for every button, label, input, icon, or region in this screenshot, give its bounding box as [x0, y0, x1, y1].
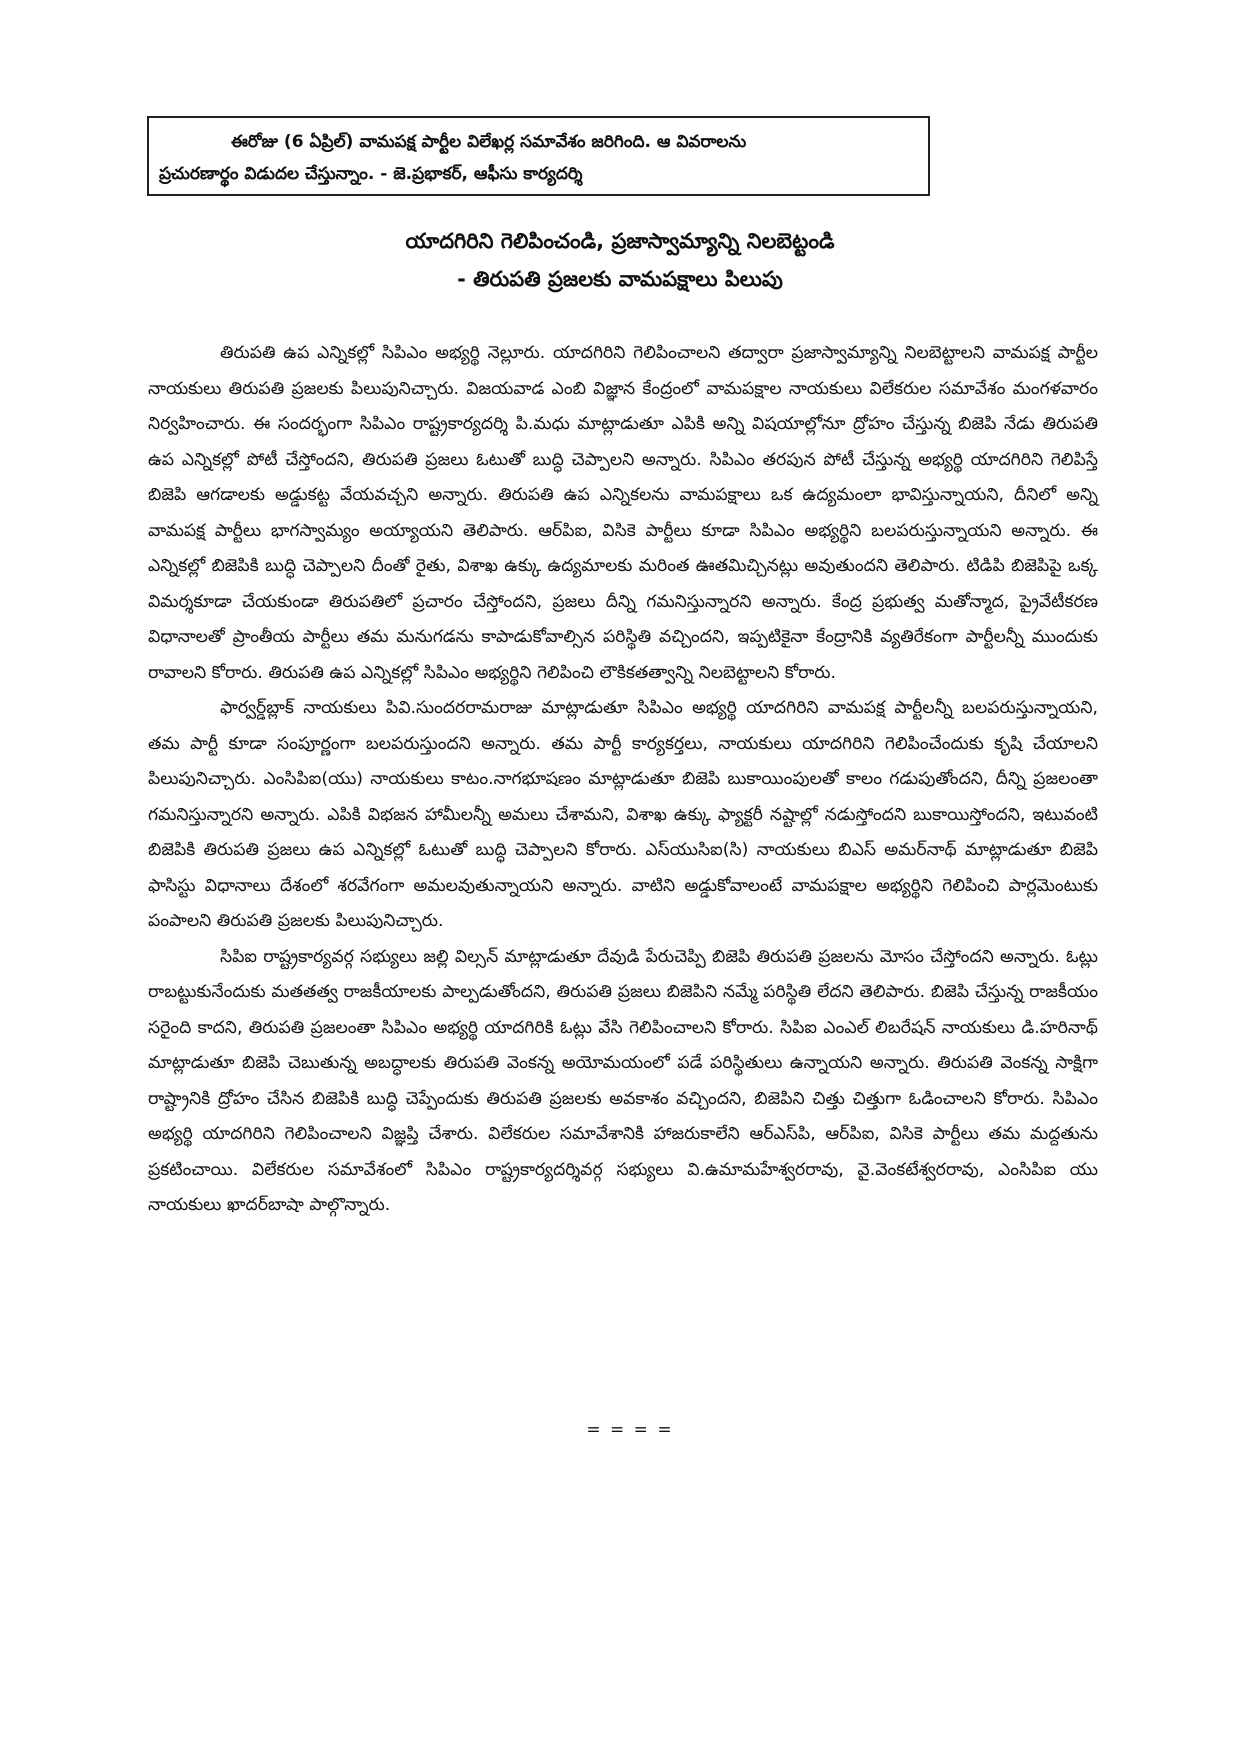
notice-box	[147, 116, 930, 196]
notice-line-2: ప్రచురణార్థం విడుదల చేస్తున్నాం. - జె.ప్రభాకర్, ఆఫీసు కార్యదర్శి	[159, 164, 583, 184]
headline-title: యాదగిరిని గెలిపించండి, ప్రజాస్వామ్యాన్ని నిలబెట్టండి	[405, 229, 835, 253]
paragraph-3: సిపిఐ రాష్ట్రకార్యవర్గ సభ్యులు జల్లి విల్సన్ మాట్లాడుతూ దేవుడి పేరుచెప్పి బిజెపి తిరుపతి ప్రజలను మోసం చేస్తోందని అన్నారు. ఓట్లు రాబట్టుకునేందుకు మతతత్వ రాజకీయాలకు పాల్పడుతోందని, తిరుపతి ప్రజలు బిజెపిని నమ్మే పరిస్థితి లేదని తెలిపారు. బిజెపి చేస్తున్న రాజకీయం సరైంది కాదని, తిరుపతి ప్రజలంతా సిపిఎం అభ్యర్థి యాదగిరికి ఓట్లు వేసి గెలిపించాలని కోరారు. సిపిఐ ఎంఎల్ లిబరేషన్ నాయకులు డి.హరినాథ్ మాట్లాడుతూ బిజెపి చెబుతున్న అబద్ధాలకు తిరుపతి వెంకన్న అయోమయంలో పడే పరిస్థితులు ఉన్నాయని అన్నారు. తిరుపతి వెంకన్న సాక్షిగా రాష్ట్రానికి ద్రోహం చేసిన బిజెపికి బుద్ధి చెప్పేందుకు తిరుపతి ప్రజలకు అవకాశం వచ్చిందని, బిజెపిని చిత్తు చిత్తుగా ఓడించాలని కోరారు. సిపిఎం అభ్యర్థి యాదగిరిని గెలిపించాలని విజ్ఞప్తి చేశారు. విలేకరుల సమావేశానికి హాజరుకాలేని ఆర్‌ఎస్‌పి, ఆర్‌పిఐ, విసికె పార్టీలు తమ మద్దతును ప్రకటించాయి. విలేకరుల సమావేశంలో సిపిఎం రాష్ట్రకార్యదర్శివర్గ సభ్యులు వి.ఉమామహేశ్వరరావు, వై.వెంకటేశ్వరరావు, ఎంసిపిఐ యు నాయకులు ఖాదర్‌బాషా పాల్గొన్నారు.	[148, 946, 1098, 1215]
paragraph-1: తిరుపతి ఉప ఎన్నికల్లో సిపిఎం అభ్యర్థి నెల్లూరు. యాదగిరిని గెలిపించాలని తద్వారా ప్రజాస్వామ్యాన్ని నిలబెట్టాలని వామపక్ష పార్టీల నాయకులు తిరుపతి ప్రజలకు పిలుపునిచ్చారు. విజయవాడ ఎంబి విజ్ఞాన కేంద్రంలో వామపక్షాల నాయకులు విలేకరుల సమావేశం మంగళవారం నిర్వహించారు. ఈ సందర్భంగా సిపిఎం రాష్ట్రకార్యదర్శి పి.మధు మాట్లాడుతూ ఎపికి అన్ని విషయాల్లోనూ ద్రోహం చేస్తున్న బిజెపి నేడు తిరుపతి ఉప ఎన్నికల్లో పోటీ చేస్తోందని, తిరుపతి ప్రజలు ఓటుతో బుద్ధి చెప్పాలని అన్నారు. సిపిఎం తరపున పోటీ చేస్తున్న అభ్యర్థి యాదగిరిని గెలిపిస్తే బిజెపి ఆగడాలకు అడ్డుకట్ట వేయవచ్చని అన్నారు. తిరుపతి ఉప ఎన్నికలను వామపక్షాలు ఒక ఉద్యమంలా భావిస్తున్నాయని, దీనిలో అన్ని వామపక్ష పార్టీలు భాగస్వామ్యం అయ్యాయని తెలిపారు. ఆర్‌పిఐ, విసికె పార్టీలు కూడా సిపిఎం అభ్యర్థిని బలపరుస్తున్నాయని అన్నారు. ఈ ఎన్నికల్లో బిజెపికి బుద్ధి చెప్పాలని దీంతో రైతు, విశాఖ ఉక్కు ఉద్యమాలకు మరింత ఊతమిచ్చినట్లు అవుతుందని తెలిపారు. టిడిపి బిజెపిపై ఒక్క విమర్శకూడా చేయకుండా తిరుపతిలో ప్రచారం చేస్తోందని, ప్రజలు దీన్ని గమనిస్తున్నారని అన్నారు. కేంద్ర ప్రభుత్వ మతోన్మాద, ప్రైవేటీకరణ విధానాలతో ప్రాంతీయ పార్టీలు తమ మనుగడను కాపాడుకోవాల్సిన పరిస్థితి వచ్చిందని, ఇప్పటికైనా కేంద్రానికి వ్యతిరేకంగా పార్టీలన్నీ ముందుకు రావాలని కోరారు. తిరుపతి ఉప ఎన్నికల్లో సిపిఎం అభ్యర్థిని గెలిపించి లౌకికతత్వాన్ని నిలబెట్టాలని కోరారు.	[148, 343, 1098, 683]
notice-line-1: ఈరోజు (6 ఏప్రిల్) వామపక్ష పార్టీల విలేఖర్ల సమావేశం జరిగింది. ఆ వివరాలను	[231, 132, 747, 152]
paragraph-2: ఫార్వర్డ్‌బ్లాక్ నాయకులు పివి.సుందరరామరాజు మాట్లాడుతూ సిపిఎం అభ్యర్థి యాదగిరిని వామపక్ష పార్టీలన్నీ బలపరుస్తున్నాయని, తమ పార్టీ కూడా సంపూర్ణంగా బలపరుస్తుందని అన్నారు. తమ పార్టీ కార్యకర్తలు, నాయకులు యాదగిరిని గెలిపించేందుకు కృషి చేయాలని పిలుపునిచ్చారు. ఎంసిపిఐ(యు) నాయకులు కాటం.నాగభూషణం మాట్లాడుతూ బిజెపి బుకాయింపులతో కాలం గడుపుతోందని, దీన్ని ప్రజలంతా గమనిస్తున్నారని అన్నారు. ఎపికి విభజన హామీలన్నీ అమలు చేశామని, విశాఖ ఉక్కు ఫ్యాక్టరీ నష్టాల్లో నడుస్తోందని బుకాయిస్తోందని, ఇటువంటి బిజెపికి తిరుపతి ప్రజలు ఉప ఎన్నికల్లో ఓటుతో బుద్ధి చెప్పాలని కోరారు. ఎస్‌యుసిఐ(సి) నాయకులు బిఎస్ అమర్‌నాథ్ మాట్లాడుతూ బిజెపి ఫాసిస్టు విధానాలు దేశంలో శరవేగంగా అమలవుతున్నాయని అన్నారు. వాటిని అడ్డుకోవాలంటే వామపక్షాల అభ్యర్థిని గెలిపించి పార్లమెంటుకు పంపాలని తిరుపతి ప్రజలకు పిలుపునిచ్చారు.	[148, 698, 1098, 931]
headline-subtitle: - తిరుపతి ప్రజలకు వామపక్షాలు పిలుపు	[457, 267, 783, 291]
article-body	[148, 336, 1098, 1224]
end-mark: = = = =	[586, 1420, 674, 1440]
